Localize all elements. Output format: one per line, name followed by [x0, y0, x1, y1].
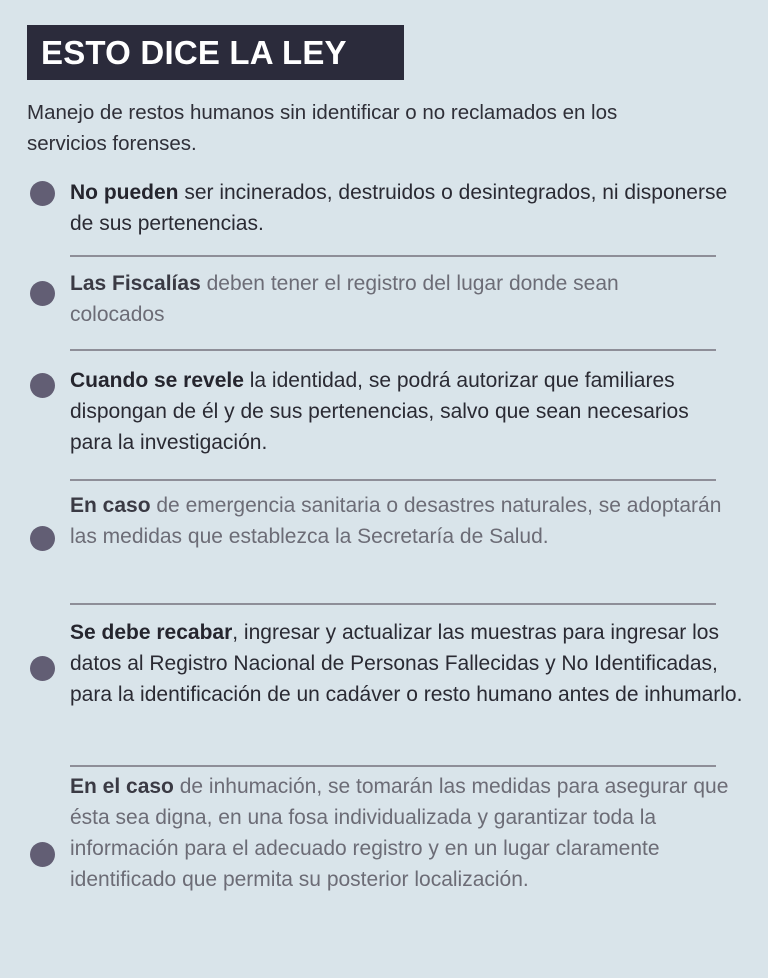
list-item: [70, 365, 730, 458]
item-bold-text: En caso: [70, 494, 151, 517]
item-text: deben tener el registro del lugar donde sean colocados: [70, 272, 619, 326]
item-text: la identidad, se podrá autorizar que familiares dispongan de él y de sus pertenencias, salvo que sean necesarios para la investigación.: [70, 369, 689, 454]
list-item: [70, 268, 700, 330]
divider: [70, 349, 716, 351]
bullet-icon: [30, 281, 55, 306]
bullet-icon: [30, 842, 55, 867]
divider: [70, 603, 716, 605]
divider: [70, 255, 716, 257]
item-text: de emergencia sanitaria o desastres naturales, se adoptarán las medidas que establezca la Secretaría de Salud.: [70, 494, 722, 548]
subtitle: Manejo de restos humanos sin identificar o no reclamados en los servicios forenses.: [27, 101, 618, 155]
item-text: , ingresar y actualizar las muestras para ingresar los datos al Registro Nacional de Personas Fallecidas y No Identificadas, para la identificación de un cadáver o resto humano antes de inhumarlo.: [70, 621, 743, 706]
list-item: [70, 490, 750, 552]
divider: [70, 765, 716, 767]
divider: [70, 479, 716, 481]
list-item: [70, 617, 750, 710]
list-item: [70, 177, 750, 239]
bullet-icon: [30, 656, 55, 681]
bullet-icon: [30, 373, 55, 398]
page-title: ESTO DICE LA LEY: [41, 33, 347, 71]
item-text: de inhumación, se tomarán las medidas para asegurar que ésta sea digna, en una fosa individualizada y garantizar toda la información para el adecuado registro y en un lugar claramente identificado que permita su posterior localización.: [70, 775, 729, 891]
item-bold-text: Se debe recabar: [70, 621, 233, 644]
item-bold-text: No pueden: [70, 181, 179, 204]
list-item: [70, 771, 750, 895]
title-bar: [27, 25, 404, 80]
item-bold-text: En el caso: [70, 775, 174, 798]
item-text: ser incinerados, destruidos o desintegrados, ni disponerse de sus pertenencias.: [70, 181, 728, 235]
item-bold-text: Las Fiscalías: [70, 272, 201, 295]
bullet-icon: [30, 181, 55, 206]
bullet-icon: [30, 526, 55, 551]
item-bold-text: Cuando se revele: [70, 369, 244, 392]
